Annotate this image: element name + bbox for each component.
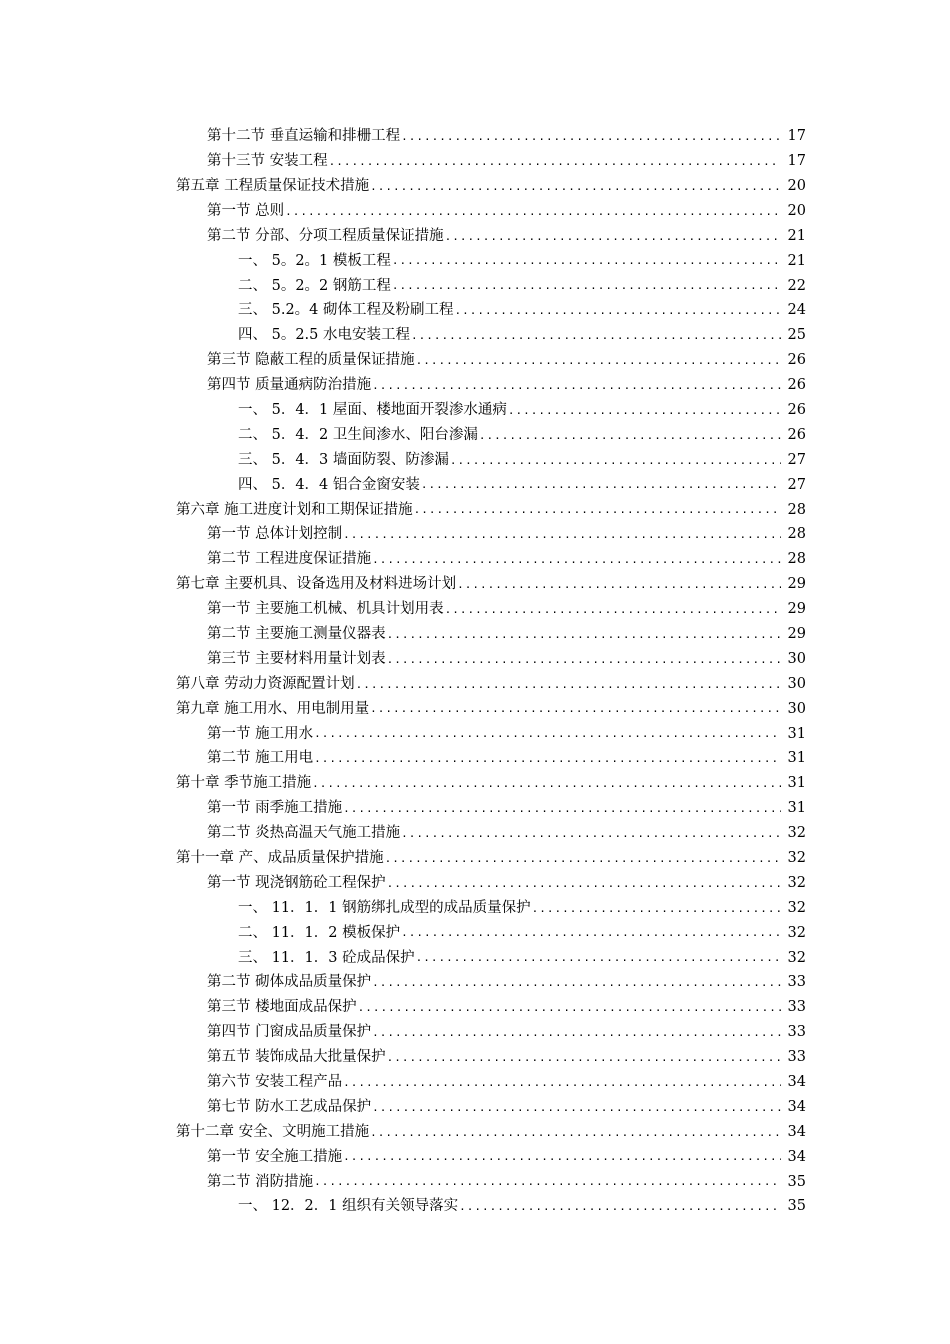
toc-entry-page-number: 31 <box>787 800 806 817</box>
dot-leader <box>314 753 781 764</box>
toc-entry-page-number: 33 <box>787 974 806 991</box>
toc-entry-page-number: 29 <box>787 576 806 593</box>
toc-entry[interactable] <box>0 821 950 846</box>
toc-entry-title: 二、 5。2。2 钢筋工程 <box>238 277 391 294</box>
toc-entry[interactable] <box>0 846 950 871</box>
dot-leader <box>414 504 781 515</box>
toc-entry-title: 第八章 劳动力资源配置计划 <box>176 675 355 692</box>
toc-entry-page-number: 32 <box>787 899 806 916</box>
toc-entry-page-number: 35 <box>787 1173 806 1190</box>
toc-entry[interactable] <box>0 1095 950 1120</box>
dot-leader <box>358 1002 781 1013</box>
dot-leader <box>459 1201 781 1212</box>
toc-entry-title: 第四节 质量通病防治措施 <box>207 377 372 394</box>
dot-leader <box>329 156 781 167</box>
toc-entry-page-number: 24 <box>787 302 806 319</box>
toc-entry-page-number: 29 <box>787 601 806 618</box>
toc-entry-title: 第十三节 安装工程 <box>207 153 328 170</box>
toc-entry-page-number: 28 <box>787 526 806 543</box>
dot-leader <box>372 1027 781 1038</box>
dot-leader <box>392 280 781 291</box>
toc-entry-page-number: 20 <box>787 202 806 219</box>
toc-entry-title: 第十二章 安全、文明施工措施 <box>176 1123 370 1140</box>
toc-entry-title: 四、 5．4．4 铝合金窗安装 <box>238 476 420 493</box>
toc-entry-title: 二、 5．4．2 卫生间渗水、阳台渗漏 <box>238 426 478 443</box>
toc-entry-page-number: 31 <box>787 750 806 767</box>
toc-entry[interactable] <box>0 298 950 323</box>
dot-leader <box>450 455 781 466</box>
toc-entry-page-number: 30 <box>787 650 806 667</box>
toc-entry[interactable] <box>0 672 950 697</box>
toc-entry-page-number: 17 <box>787 128 806 145</box>
toc-entry[interactable] <box>0 1120 950 1145</box>
dot-leader <box>455 305 781 316</box>
dot-leader <box>445 231 781 242</box>
toc-entry[interactable] <box>0 323 950 348</box>
dot-leader <box>312 778 781 789</box>
toc-entry-title: 第七节 防水工艺成品保护 <box>207 1098 372 1115</box>
toc-entry-page-number: 31 <box>787 725 806 742</box>
toc-entry-page-number: 28 <box>787 551 806 568</box>
toc-entry[interactable] <box>0 149 950 174</box>
toc-entry-title: 第二节 主要施工测量仪器表 <box>207 626 386 642</box>
toc-entry[interactable] <box>0 124 950 149</box>
toc-entry-title: 第一节 安全施工措施 <box>207 1148 343 1165</box>
toc-entry-title: 三、 11．1．3 砼成品保护 <box>238 949 415 966</box>
dot-leader <box>370 703 781 714</box>
dot-leader <box>421 479 781 490</box>
toc-entry-title: 第二节 施工用电 <box>207 750 314 767</box>
toc-entry[interactable] <box>0 547 950 572</box>
toc-entry-page-number: 26 <box>787 401 806 418</box>
dot-leader <box>285 206 781 217</box>
toc-entry-title: 第一节 总体计划控制 <box>207 526 343 543</box>
toc-entry-page-number: 27 <box>787 451 806 468</box>
toc-entry[interactable] <box>0 995 950 1020</box>
dot-leader <box>532 903 781 914</box>
toc-entry[interactable] <box>0 522 950 547</box>
toc-entry-page-number: 25 <box>787 327 806 344</box>
toc-entry-page-number: 20 <box>787 177 806 194</box>
dot-leader <box>445 604 781 615</box>
toc-entry-page-number: 28 <box>787 501 806 518</box>
toc-entry-title: 第十二节 垂直运输和排栅工程 <box>207 128 401 145</box>
toc-entry[interactable] <box>0 448 950 473</box>
toc-entry[interactable] <box>0 746 950 771</box>
toc-entry-title: 一、 5．4．1 屋面、楼地面开裂渗水通病 <box>238 401 507 418</box>
dot-leader <box>411 330 781 341</box>
toc-entry[interactable] <box>0 423 950 448</box>
toc-entry-page-number: 35 <box>787 1198 806 1215</box>
dot-leader <box>401 927 781 938</box>
toc-entry-page-number: 34 <box>787 1074 806 1091</box>
toc-entry-title: 第十章 季节施工措施 <box>176 775 312 792</box>
toc-entry[interactable] <box>0 896 950 921</box>
toc-entry-title: 第五章 工程质量保证技术措施 <box>176 177 370 194</box>
toc-entry[interactable] <box>0 597 950 622</box>
toc-entry[interactable] <box>0 1145 950 1170</box>
toc-entry-page-number: 33 <box>787 1049 806 1066</box>
toc-entry-title: 第一节 主要施工机械、机具计划用表 <box>207 601 444 618</box>
dot-leader <box>401 131 781 142</box>
toc-entry[interactable] <box>0 348 950 373</box>
toc-entry-title: 第三节 主要材料用量计划表 <box>207 650 386 667</box>
toc-entry-page-number: 32 <box>787 825 806 842</box>
toc-entry[interactable] <box>0 945 950 970</box>
dot-leader <box>372 554 781 565</box>
toc-entry-page-number: 30 <box>787 700 806 717</box>
dot-leader <box>356 679 781 690</box>
toc-entry-title: 第一节 雨季施工措施 <box>207 800 343 817</box>
toc-entry-page-number: 17 <box>787 153 806 170</box>
toc-entry[interactable] <box>0 1045 950 1070</box>
toc-entry[interactable] <box>0 497 950 522</box>
toc-entry[interactable] <box>0 1070 950 1095</box>
dot-leader <box>387 878 781 889</box>
dot-leader <box>387 629 781 640</box>
toc-entry-page-number: 21 <box>787 227 806 244</box>
toc-entry-title: 二、 11．1．2 模板保护 <box>238 924 401 941</box>
toc-entry-page-number: 26 <box>787 352 806 369</box>
dot-leader <box>343 1151 781 1162</box>
toc-entry[interactable] <box>0 248 950 273</box>
toc-entry-title: 第七章 主要机具、设备选用及材料进场计划 <box>176 576 457 593</box>
toc-entry[interactable] <box>0 1169 950 1194</box>
toc-entry-title: 第二节 工程进度保证措施 <box>207 551 372 568</box>
dot-leader <box>387 1052 781 1063</box>
dot-leader <box>479 430 781 441</box>
toc-entry-page-number: 27 <box>787 476 806 493</box>
dot-leader <box>370 181 781 192</box>
dot-leader <box>314 728 781 739</box>
toc-entry[interactable] <box>0 721 950 746</box>
dot-leader <box>457 579 781 590</box>
toc-entry-title: 第二节 消防措施 <box>207 1173 314 1190</box>
toc-entry-title: 第二节 分部、分项工程质量保证措施 <box>207 227 444 244</box>
toc-entry-title: 三、 5.2。4 砌体工程及粉刷工程 <box>238 302 454 319</box>
toc-entry-title: 第三节 楼地面成品保护 <box>207 999 357 1016</box>
table-of-contents <box>0 124 950 1219</box>
toc-entry-title: 一、 5。2。1 模板工程 <box>238 252 391 269</box>
toc-entry-page-number: 22 <box>787 277 806 294</box>
toc-entry-page-number: 30 <box>787 675 806 692</box>
toc-entry[interactable] <box>0 398 950 423</box>
toc-entry[interactable] <box>0 224 950 249</box>
dot-leader <box>372 380 781 391</box>
toc-entry-title: 一、 12．2．1 组织有关领导落实 <box>238 1198 459 1215</box>
toc-entry-page-number: 32 <box>787 850 806 867</box>
dot-leader <box>343 803 781 814</box>
toc-entry-title: 第二节 砌体成品质量保护 <box>207 974 372 991</box>
dot-leader <box>416 952 781 963</box>
toc-entry-page-number: 34 <box>787 1098 806 1115</box>
toc-entry-page-number: 26 <box>787 426 806 443</box>
toc-entry[interactable] <box>0 771 950 796</box>
toc-entry[interactable] <box>0 921 950 946</box>
toc-entry-page-number: 26 <box>787 377 806 394</box>
toc-entry[interactable] <box>0 472 950 497</box>
toc-entry-page-number: 21 <box>787 252 806 269</box>
dot-leader <box>385 853 781 864</box>
toc-entry-page-number: 32 <box>787 874 806 891</box>
dot-leader <box>370 1127 781 1138</box>
toc-entry-page-number: 33 <box>787 1024 806 1041</box>
toc-entry-title: 第三节 隐蔽工程的质量保证措施 <box>207 352 415 369</box>
toc-entry[interactable] <box>0 373 950 398</box>
toc-entry-title: 四、 5。2.5 水电安装工程 <box>238 327 411 344</box>
toc-entry[interactable] <box>0 572 950 597</box>
toc-entry[interactable] <box>0 1020 950 1045</box>
toc-entry[interactable] <box>0 273 950 298</box>
toc-entry[interactable] <box>0 696 950 721</box>
toc-entry[interactable] <box>0 871 950 896</box>
dot-leader <box>508 405 781 416</box>
toc-entry-title: 第六章 施工进度计划和工期保证措施 <box>176 501 413 518</box>
toc-entry-page-number: 32 <box>787 949 806 966</box>
toc-entry-title: 第五节 装饰成品大批量保护 <box>207 1049 386 1066</box>
toc-entry-page-number: 34 <box>787 1148 806 1165</box>
toc-entry[interactable] <box>0 647 950 672</box>
toc-entry-title: 一、 11．1．1 钢筋绑扎成型的成品质量保护 <box>238 899 531 916</box>
dot-leader <box>372 1102 781 1113</box>
toc-entry-title: 第十一章 产、成品质量保护措施 <box>176 850 384 867</box>
toc-entry-title: 第二节 炎热高温天气施工措施 <box>207 825 401 842</box>
toc-entry[interactable] <box>0 199 950 224</box>
toc-entry-page-number: 32 <box>787 924 806 941</box>
dot-leader <box>314 1176 781 1187</box>
dot-leader <box>343 1077 781 1088</box>
toc-entry-title: 三、 5．4．3 墙面防裂、防渗漏 <box>238 451 449 468</box>
dot-leader <box>387 654 781 665</box>
toc-entry[interactable] <box>0 796 950 821</box>
toc-entry[interactable] <box>0 970 950 995</box>
toc-entry-title: 第一节 施工用水 <box>207 725 314 742</box>
toc-entry-page-number: 33 <box>787 999 806 1016</box>
toc-entry-page-number: 29 <box>787 626 806 642</box>
toc-entry[interactable] <box>0 622 950 647</box>
dot-leader <box>372 977 781 988</box>
dot-leader <box>392 255 781 266</box>
toc-entry-title: 第九章 施工用水、用电制用量 <box>176 700 370 717</box>
toc-entry-title: 第六节 安装工程产品 <box>207 1074 343 1091</box>
dot-leader <box>343 529 781 540</box>
toc-entry[interactable] <box>0 1194 950 1219</box>
toc-entry-title: 第一节 现浇钢筋砼工程保护 <box>207 874 386 891</box>
toc-entry-page-number: 34 <box>787 1123 806 1140</box>
dot-leader <box>416 355 781 366</box>
toc-entry[interactable] <box>0 174 950 199</box>
toc-entry-page-number: 31 <box>787 775 806 792</box>
dot-leader <box>401 828 781 839</box>
toc-entry-title: 第四节 门窗成品质量保护 <box>207 1024 372 1041</box>
toc-entry-title: 第一节 总则 <box>207 202 285 219</box>
